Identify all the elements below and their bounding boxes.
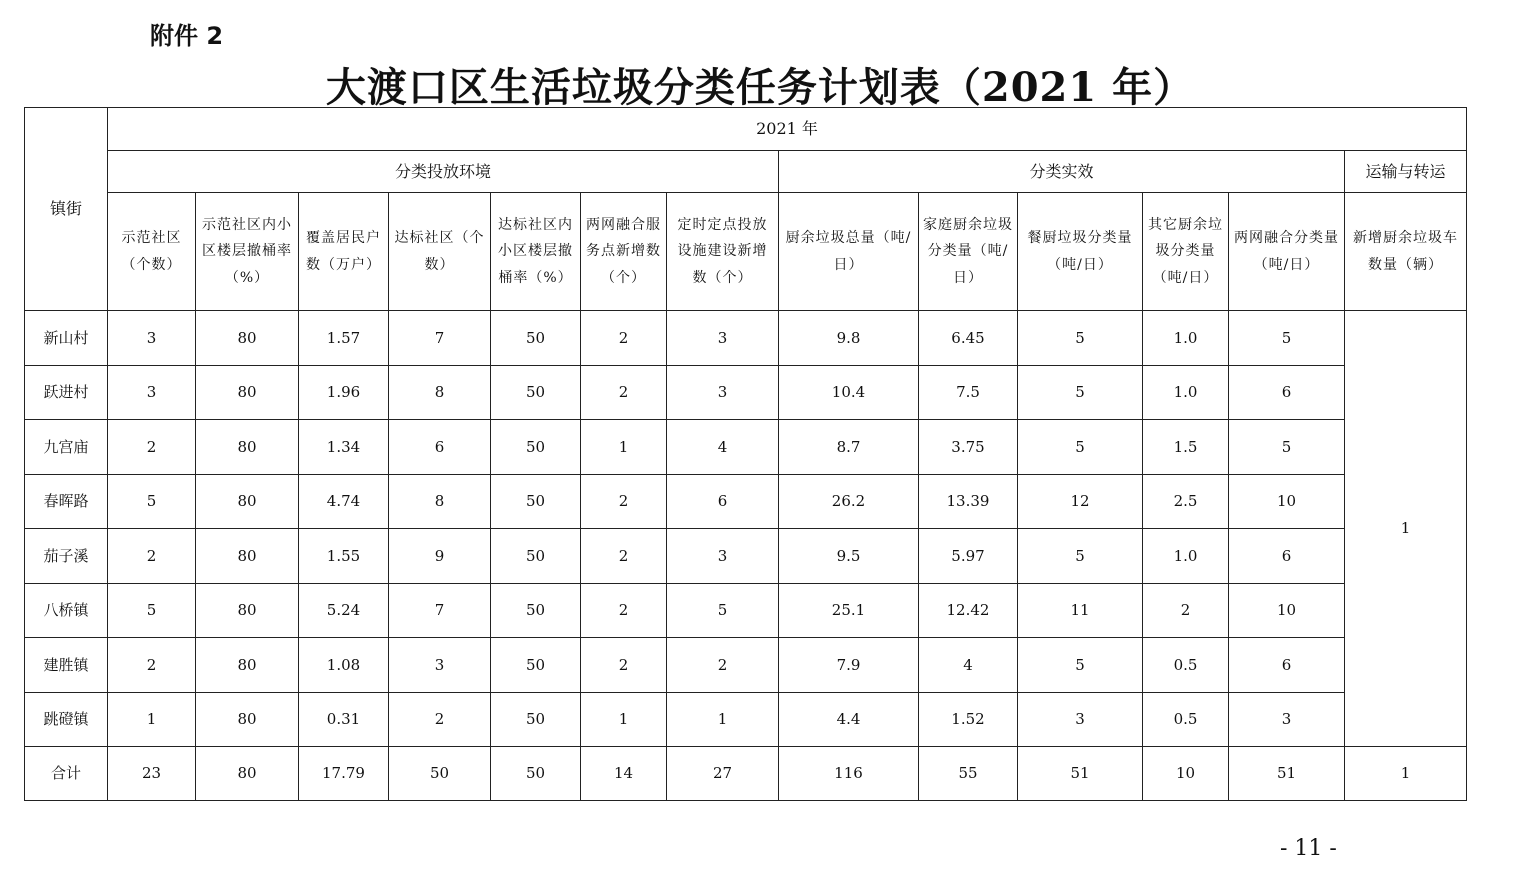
column-header: 达标社区（个数）: [389, 193, 491, 311]
value-cell: 1.08: [299, 638, 389, 693]
town-name-cell: 春晖路: [25, 474, 108, 529]
total-value-cell: 80: [196, 747, 299, 801]
value-cell: 1.0: [1143, 311, 1229, 366]
value-cell: 5: [1018, 638, 1143, 693]
value-cell: 6: [1229, 365, 1345, 420]
town-name-cell: 八桥镇: [25, 583, 108, 638]
value-cell: 2: [389, 692, 491, 747]
value-cell: 3: [108, 311, 196, 366]
value-cell: 50: [491, 529, 581, 584]
value-cell: 5: [1229, 311, 1345, 366]
value-cell: 2: [108, 638, 196, 693]
town-name-cell: 新山村: [25, 311, 108, 366]
value-cell: 4: [667, 420, 779, 475]
column-header: 餐厨垃圾分类量（吨/日）: [1018, 193, 1143, 311]
total-value-cell: 23: [108, 747, 196, 801]
town-name-cell: 九宫庙: [25, 420, 108, 475]
value-cell: 1.55: [299, 529, 389, 584]
value-cell: 6: [1229, 638, 1345, 693]
value-cell: 1.34: [299, 420, 389, 475]
value-cell: 8.7: [779, 420, 919, 475]
value-cell: 80: [196, 311, 299, 366]
total-value-cell: 10: [1143, 747, 1229, 801]
value-cell: 0.31: [299, 692, 389, 747]
total-value-cell: 14: [581, 747, 667, 801]
value-cell: 1.0: [1143, 365, 1229, 420]
header-year: 2021 年: [108, 108, 1467, 151]
value-cell: 11: [1018, 583, 1143, 638]
value-cell: 5: [1018, 529, 1143, 584]
value-cell: 50: [491, 583, 581, 638]
total-value-cell: 50: [389, 747, 491, 801]
value-cell: 50: [491, 311, 581, 366]
town-name-cell: 建胜镇: [25, 638, 108, 693]
value-cell: 9.5: [779, 529, 919, 584]
total-row: [25, 747, 1467, 801]
value-cell: 9: [389, 529, 491, 584]
header-group-transport: 运输与转运: [1345, 151, 1467, 193]
value-cell: 6: [1229, 529, 1345, 584]
table-row: [25, 583, 1467, 638]
value-cell: 80: [196, 583, 299, 638]
value-cell: 2.5: [1143, 474, 1229, 529]
value-cell: 2: [667, 638, 779, 693]
total-label-cell: 合计: [25, 747, 108, 801]
value-cell: 1.52: [919, 692, 1018, 747]
table-row: [25, 420, 1467, 475]
value-cell: 26.2: [779, 474, 919, 529]
town-name-cell: 跳磴镇: [25, 692, 108, 747]
value-cell: 4.74: [299, 474, 389, 529]
value-cell: 5: [667, 583, 779, 638]
table-row: [25, 529, 1467, 584]
town-name-cell: 跃进村: [25, 365, 108, 420]
value-cell: 3: [667, 311, 779, 366]
value-cell: 6.45: [919, 311, 1018, 366]
column-header: 家庭厨余垃圾分类量（吨/日）: [919, 193, 1018, 311]
column-header: 示范社区（个数）: [108, 193, 196, 311]
column-header: 两网融合分类量（吨/日）: [1229, 193, 1345, 311]
value-cell: 50: [491, 365, 581, 420]
value-cell: 80: [196, 638, 299, 693]
value-cell: 2: [581, 529, 667, 584]
value-cell: 80: [196, 420, 299, 475]
value-cell: 10.4: [779, 365, 919, 420]
value-cell: 2: [581, 638, 667, 693]
value-cell: 3: [1229, 692, 1345, 747]
header-town: 镇街: [25, 108, 108, 311]
column-header: 其它厨余垃圾分类量（吨/日）: [1143, 193, 1229, 311]
value-cell: 3.75: [919, 420, 1018, 475]
value-cell: 3: [108, 365, 196, 420]
table-row: [25, 311, 1467, 366]
value-cell: 1.0: [1143, 529, 1229, 584]
column-header: 达标社区内小区楼层撤桶率（%）: [491, 193, 581, 311]
value-cell: 50: [491, 474, 581, 529]
table-row: [25, 365, 1467, 420]
header-group-environment: 分类投放环境: [108, 151, 779, 193]
value-cell: 4.4: [779, 692, 919, 747]
value-cell: 4: [919, 638, 1018, 693]
column-header: 示范社区内小区楼层撤桶率（%）: [196, 193, 299, 311]
value-cell: 2: [108, 420, 196, 475]
column-header: 覆盖居民户数（万户）: [299, 193, 389, 311]
header-group-effect: 分类实效: [779, 151, 1345, 193]
value-cell: 3: [389, 638, 491, 693]
value-cell: 3: [667, 529, 779, 584]
total-value-cell: 50: [491, 747, 581, 801]
value-cell: 50: [491, 692, 581, 747]
value-cell: 13.39: [919, 474, 1018, 529]
column-header: 厨余垃圾总量（吨/日）: [779, 193, 919, 311]
value-cell: 50: [491, 420, 581, 475]
column-header: 新增厨余垃圾车数量（辆）: [1345, 193, 1467, 311]
value-cell: 80: [196, 692, 299, 747]
total-value-cell: 27: [667, 747, 779, 801]
value-cell: 2: [581, 583, 667, 638]
table-row: [25, 474, 1467, 529]
attachment-label: 附件 2: [150, 22, 224, 50]
merged-vehicle-cell: 1: [1345, 311, 1467, 747]
value-cell: 7: [389, 311, 491, 366]
column-header: 两网融合服务点新增数（个）: [581, 193, 667, 311]
value-cell: 12.42: [919, 583, 1018, 638]
value-cell: 7: [389, 583, 491, 638]
value-cell: 5.24: [299, 583, 389, 638]
value-cell: 2: [1143, 583, 1229, 638]
value-cell: 1.5: [1143, 420, 1229, 475]
value-cell: 5: [1018, 365, 1143, 420]
value-cell: 1: [581, 420, 667, 475]
value-cell: 12: [1018, 474, 1143, 529]
value-cell: 6: [667, 474, 779, 529]
value-cell: 7.5: [919, 365, 1018, 420]
value-cell: 5: [108, 583, 196, 638]
total-value-cell: 116: [779, 747, 919, 801]
total-value-cell: 1: [1345, 747, 1467, 801]
value-cell: 80: [196, 529, 299, 584]
value-cell: 80: [196, 365, 299, 420]
value-cell: 1: [581, 692, 667, 747]
value-cell: 2: [108, 529, 196, 584]
value-cell: 2: [581, 311, 667, 366]
value-cell: 9.8: [779, 311, 919, 366]
value-cell: 5: [1018, 420, 1143, 475]
table-row: [25, 638, 1467, 693]
value-cell: 8: [389, 365, 491, 420]
value-cell: 5.97: [919, 529, 1018, 584]
task-plan-table: [24, 107, 1467, 801]
value-cell: 25.1: [779, 583, 919, 638]
value-cell: 2: [581, 474, 667, 529]
document-title: 大渡口区生活垃圾分类任务计划表（2021 年）: [325, 64, 1195, 111]
value-cell: 80: [196, 474, 299, 529]
value-cell: 5: [1018, 311, 1143, 366]
value-cell: 5: [1229, 420, 1345, 475]
value-cell: 10: [1229, 583, 1345, 638]
total-value-cell: 55: [919, 747, 1018, 801]
table-row: [25, 692, 1467, 747]
total-value-cell: 51: [1229, 747, 1345, 801]
value-cell: 1: [667, 692, 779, 747]
total-value-cell: 51: [1018, 747, 1143, 801]
value-cell: 0.5: [1143, 638, 1229, 693]
value-cell: 3: [667, 365, 779, 420]
value-cell: 6: [389, 420, 491, 475]
value-cell: 2: [581, 365, 667, 420]
value-cell: 1.96: [299, 365, 389, 420]
value-cell: 8: [389, 474, 491, 529]
value-cell: 10: [1229, 474, 1345, 529]
value-cell: 50: [491, 638, 581, 693]
town-name-cell: 茄子溪: [25, 529, 108, 584]
total-value-cell: 17.79: [299, 747, 389, 801]
value-cell: 7.9: [779, 638, 919, 693]
page-number: - 11 -: [1280, 836, 1337, 861]
value-cell: 5: [108, 474, 196, 529]
column-header: 定时定点投放设施建设新增数（个）: [667, 193, 779, 311]
value-cell: 1.57: [299, 311, 389, 366]
value-cell: 1: [108, 692, 196, 747]
value-cell: 3: [1018, 692, 1143, 747]
value-cell: 0.5: [1143, 692, 1229, 747]
